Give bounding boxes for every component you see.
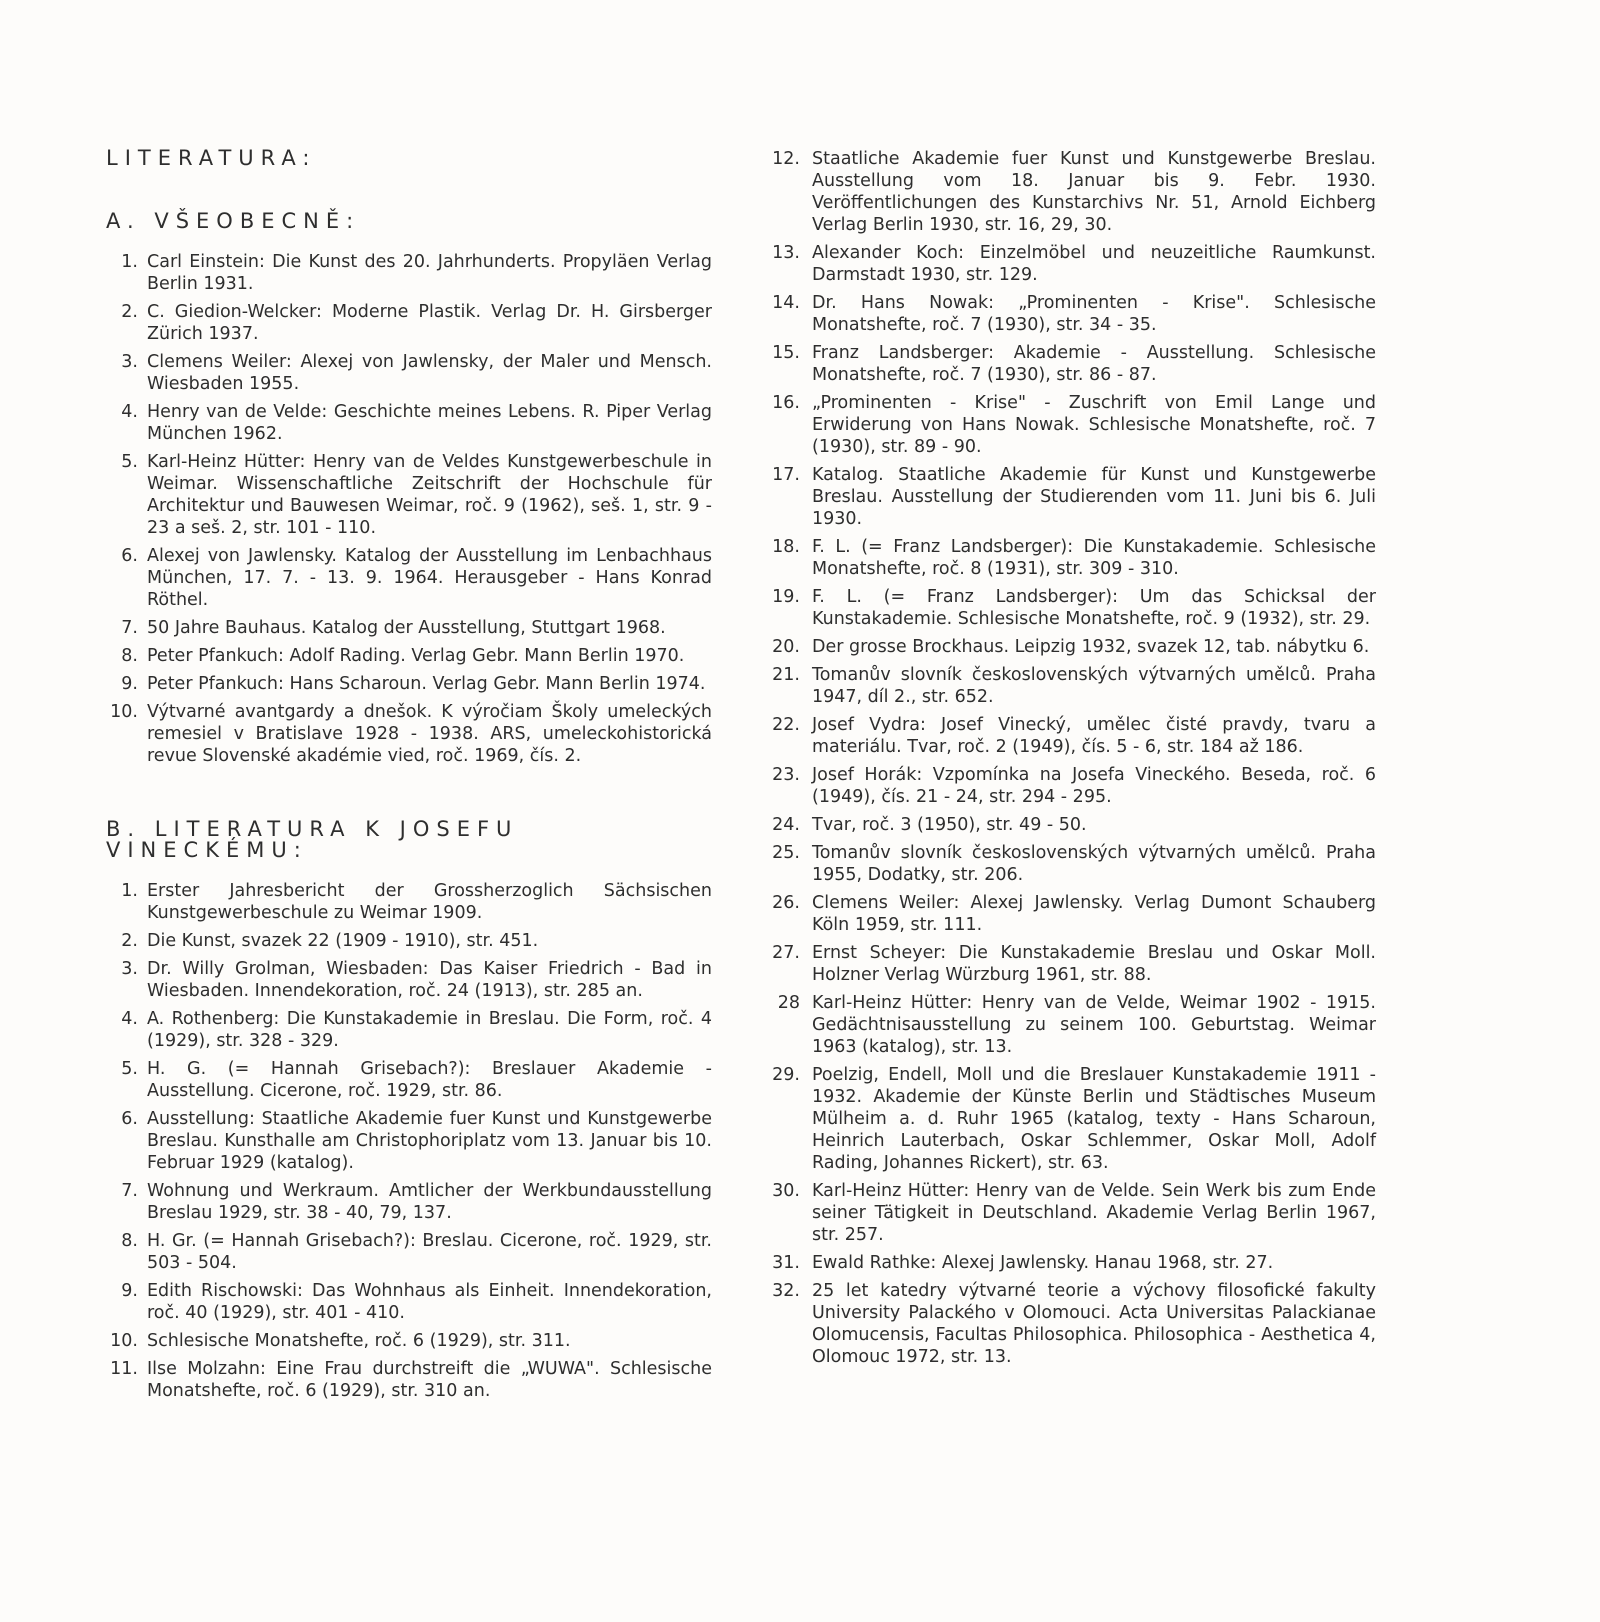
section-b-list-left xyxy=(106,880,712,1402)
reference-item xyxy=(770,392,1376,458)
reference-number: 15. xyxy=(772,343,800,363)
reference-item xyxy=(106,1358,712,1402)
reference-text: Der grosse Brockhaus. Leipzig 1932, svazek 12, tab. nábytku 6. xyxy=(812,637,1370,657)
reference-text: Tomanův slovník československých výtvarných umělců. Praha 1955, Dodatky, str. 206. xyxy=(812,843,1376,885)
reference-item xyxy=(770,148,1376,236)
reference-text: Výtvarné avantgardy a dnešok. K výročiam Školy umeleckých remesiel v Bratislave 1928 - 1938. ARS, umeleckohistorická revue Slovenské akadémie vied, roč. 1969, čís. 2. xyxy=(147,702,712,766)
reference-text: Karl-Heinz Hütter: Henry van de Veldes Kunstgewerbeschule in Weimar. Wissenschaftliche Zeitschrift der Hochschule für Architektur und Bauwesen Weimar, roč. 9 (1962), seš. 1, str. 9 - 23 a seš. 2, str. 101 - 110. xyxy=(147,452,712,538)
reference-number: 18. xyxy=(772,537,800,557)
reference-item xyxy=(770,1064,1376,1174)
right-column xyxy=(770,148,1376,1374)
reference-number: 9. xyxy=(121,1281,138,1301)
reference-number: 2. xyxy=(121,931,138,951)
reference-number: 21. xyxy=(772,665,800,685)
reference-text: Ausstellung: Staatliche Akademie fuer Kunst und Kunstgewerbe Breslau. Kunsthalle am Christophoriplatz vom 13. Januar bis 10. Februar 1929 (katalog). xyxy=(147,1109,712,1173)
reference-item xyxy=(770,764,1376,808)
reference-number: 14. xyxy=(772,293,800,313)
reference-number: 27. xyxy=(772,943,800,963)
reference-number: 9. xyxy=(121,674,138,694)
reference-text: Clemens Weiler: Alexej von Jawlensky, der Maler und Mensch. Wiesbaden 1955. xyxy=(147,352,712,394)
reference-number: 22. xyxy=(772,715,800,735)
reference-number: 2. xyxy=(121,302,138,322)
reference-text: Staatliche Akademie fuer Kunst und Kunstgewerbe Breslau. Ausstellung vom 18. Januar bis 9. Febr. 1930. Veröffentlichungen des Kunstarchivs Nr. 51, Arnold Eichberg Verlag Berlin 1930, str. 16, 29, 30. xyxy=(812,149,1376,235)
reference-text: Ernst Scheyer: Die Kunstakademie Breslau und Oskar Moll. Holzner Verlag Würzburg 1961, str. 88. xyxy=(812,943,1376,985)
reference-number: 5. xyxy=(121,452,138,472)
reference-number: 17. xyxy=(772,465,800,485)
section-b-title: B. LITERATURA K JOSEFU VINECKÉMU: xyxy=(106,817,519,862)
reference-number: 16. xyxy=(772,393,800,413)
reference-number: 26. xyxy=(772,893,800,913)
reference-text: 50 Jahre Bauhaus. Katalog der Ausstellung, Stuttgart 1968. xyxy=(147,618,666,638)
reference-text: H. G. (= Hannah Grisebach?): Breslauer Akademie - Ausstellung. Cicerone, roč. 1929, str. 86. xyxy=(147,1059,712,1101)
reference-text: Katalog. Staatliche Akademie für Kunst und Kunstgewerbe Breslau. Ausstellung der Studierenden vom 11. Juni bis 6. Juli 1930. xyxy=(812,465,1376,529)
reference-number: 4. xyxy=(121,402,138,422)
reference-text: Tomanův slovník československých výtvarných umělců. Praha 1947, díl 2., str. 652. xyxy=(812,665,1376,707)
reference-item xyxy=(770,814,1376,836)
reference-text: Erster Jahresbericht der Grossherzoglich Sächsischen Kunstgewerbeschule zu Weimar 1909. xyxy=(147,881,712,923)
reference-text: Clemens Weiler: Alexej Jawlensky. Verlag Dumont Schauberg Köln 1959, str. 111. xyxy=(812,893,1376,935)
reference-number: 11. xyxy=(110,1359,138,1379)
left-column xyxy=(106,148,712,1408)
reference-text: Josef Horák: Vzpomínka na Josefa Vineckého. Beseda, roč. 6 (1949), čís. 21 - 24, str. 294 - 295. xyxy=(812,765,1376,807)
reference-item xyxy=(106,451,712,539)
reference-text: Alexander Koch: Einzelmöbel und neuzeitliche Raumkunst. Darmstadt 1930, str. 129. xyxy=(812,243,1376,285)
reference-text: Franz Landsberger: Akademie - Ausstellung. Schlesische Monatshefte, roč. 7 (1930), str. 86 - 87. xyxy=(812,343,1376,385)
reference-text: Dr. Willy Grolman, Wiesbaden: Das Kaiser Friedrich - Bad in Wiesbaden. Innendekoration, roč. 24 (1913), str. 285 an. xyxy=(147,959,712,1001)
reference-item xyxy=(770,342,1376,386)
reference-number: 29. xyxy=(772,1065,800,1085)
reference-number: 6. xyxy=(121,546,138,566)
reference-item xyxy=(106,673,712,695)
reference-number: 4. xyxy=(121,1009,138,1029)
reference-text: Edith Rischowski: Das Wohnhaus als Einheit. Innendekoration, roč. 40 (1929), str. 401 - 410. xyxy=(147,1281,712,1323)
reference-text: Tvar, roč. 3 (1950), str. 49 - 50. xyxy=(812,815,1087,835)
reference-text: Henry van de Velde: Geschichte meines Lebens. R. Piper Verlag München 1962. xyxy=(147,402,712,444)
reference-item xyxy=(770,1252,1376,1274)
reference-text: Peter Pfankuch: Adolf Rading. Verlag Gebr. Mann Berlin 1970. xyxy=(147,646,685,666)
reference-text: Wohnung und Werkraum. Amtlicher der Werkbundausstellung Breslau 1929, str. 38 - 40, 79, 137. xyxy=(147,1181,712,1223)
reference-text: 25 let katedry výtvarné teorie a výchovy filosofické fakulty University Palackého v Olomouci. Acta Universitas Palackianae Olomucensis, Facultas Philosophica. Philosophica - Aesthetica 4, Olomouc 1972, str. 13. xyxy=(812,1281,1376,1367)
reference-text: Karl-Heinz Hütter: Henry van de Velde, Weimar 1902 - 1915. Gedächtnisausstellung zu seinem 100. Geburtstag. Weimar 1963 (katalog), str. 13. xyxy=(812,993,1376,1057)
reference-number: 1. xyxy=(121,881,138,901)
reference-item xyxy=(770,714,1376,758)
reference-item xyxy=(106,617,712,639)
reference-item xyxy=(106,1108,712,1174)
reference-item xyxy=(106,1330,712,1352)
reference-number: 28 xyxy=(777,993,800,1013)
reference-text: Schlesische Monatshefte, roč. 6 (1929), str. 311. xyxy=(147,1331,571,1351)
reference-number: 13. xyxy=(772,243,800,263)
reference-item xyxy=(770,464,1376,530)
reference-item xyxy=(770,942,1376,986)
reference-text: Peter Pfankuch: Hans Scharoun. Verlag Gebr. Mann Berlin 1974. xyxy=(147,674,706,694)
reference-text: Ilse Molzahn: Eine Frau durchstreift die „WUWA". Schlesische Monatshefte, roč. 6 (1929), str. 310 an. xyxy=(147,1359,712,1401)
reference-item xyxy=(770,992,1376,1058)
reference-number: 30. xyxy=(772,1181,800,1201)
reference-item xyxy=(106,1280,712,1324)
reference-item xyxy=(106,1058,712,1102)
reference-item xyxy=(106,251,712,295)
reference-number: 23. xyxy=(772,765,800,785)
reference-item xyxy=(770,842,1376,886)
reference-text: Josef Vydra: Josef Vinecký, umělec čisté pravdy, tvaru a materiálu. Tvar, roč. 2 (1949), čís. 5 - 6, str. 184 až 186. xyxy=(812,715,1376,757)
reference-item xyxy=(770,536,1376,580)
reference-item xyxy=(106,1008,712,1052)
reference-number: 8. xyxy=(121,1231,138,1251)
reference-number: 6. xyxy=(121,1109,138,1129)
reference-item xyxy=(770,292,1376,336)
reference-item xyxy=(106,301,712,345)
section-a-title: A. VŠEOBECNĚ: xyxy=(106,209,361,233)
reference-text: Dr. Hans Nowak: „Prominenten - Krise". Schlesische Monatshefte, roč. 7 (1930), str. 34 - 35. xyxy=(812,293,1376,335)
reference-text: Carl Einstein: Die Kunst des 20. Jahrhunderts. Propyläen Verlag Berlin 1931. xyxy=(147,252,712,294)
reference-number: 31. xyxy=(772,1253,800,1273)
reference-number: 24. xyxy=(772,815,800,835)
reference-number: 1. xyxy=(121,252,138,272)
reference-number: 25. xyxy=(772,843,800,863)
reference-text: „Prominenten - Krise" - Zuschrift von Emil Lange und Erwiderung von Hans Nowak. Schlesische Monatshefte, roč. 7 (1930), str. 89 - 90. xyxy=(812,393,1376,457)
reference-item xyxy=(770,1280,1376,1368)
reference-item xyxy=(770,586,1376,630)
reference-item xyxy=(106,401,712,445)
reference-item xyxy=(106,1230,712,1274)
reference-item xyxy=(770,636,1376,658)
reference-number: 3. xyxy=(121,959,138,979)
reference-number: 10. xyxy=(110,702,138,722)
reference-number: 12. xyxy=(772,149,800,169)
reference-text: Ewald Rathke: Alexej Jawlensky. Hanau 1968, str. 27. xyxy=(812,1253,1274,1273)
reference-number: 5. xyxy=(121,1059,138,1079)
reference-number: 3. xyxy=(121,352,138,372)
reference-number: 19. xyxy=(772,587,800,607)
reference-text: Die Kunst, svazek 22 (1909 - 1910), str. 451. xyxy=(147,931,539,951)
reference-number: 10. xyxy=(110,1331,138,1351)
reference-text: Alexej von Jawlensky. Katalog der Ausstellung im Lenbachhaus München, 17. 7. - 13. 9. 1964. Herausgeber - Hans Konrad Röthel. xyxy=(147,546,712,610)
reference-text: F. L. (= Franz Landsberger): Um das Schicksal der Kunstakademie. Schlesische Monatshefte, roč. 9 (1932), str. 29. xyxy=(812,587,1376,629)
section-a-list xyxy=(106,251,712,767)
reference-text: F. L. (= Franz Landsberger): Die Kunstakademie. Schlesische Monatshefte, roč. 8 (1931), str. 309 - 310. xyxy=(812,537,1376,579)
reference-text: Poelzig, Endell, Moll und die Breslauer Kunstakademie 1911 - 1932. Akademie der Künste Berlin und Städtisches Museum Mülheim a. d. Ruhr 1965 (katalog, texty - Hans Scharoun, Heinrich Lauterbach, Oskar Schlemmer, Oskar Moll, Adolf Rading, Johannes Rickert), str. 63. xyxy=(812,1065,1376,1173)
reference-item xyxy=(770,892,1376,936)
reference-number: 20. xyxy=(772,637,800,657)
reference-item xyxy=(106,701,712,767)
reference-text: H. Gr. (= Hannah Grisebach?): Breslau. Cicerone, roč. 1929, str. 503 - 504. xyxy=(147,1231,712,1273)
reference-item xyxy=(106,958,712,1002)
reference-item xyxy=(106,545,712,611)
reference-item xyxy=(770,1180,1376,1246)
reference-text: A. Rothenberg: Die Kunstakademie in Breslau. Die Form, roč. 4 (1929), str. 328 - 329. xyxy=(147,1009,712,1051)
page-heading: LITERATURA: xyxy=(106,146,317,170)
reference-number: 7. xyxy=(121,618,138,638)
reference-item xyxy=(770,242,1376,286)
section-b-list-right xyxy=(770,148,1376,1368)
reference-text: Karl-Heinz Hütter: Henry van de Velde. Sein Werk bis zum Ende seiner Tätigkeit in Deutschland. Akademie Verlag Berlin 1967, str. 257. xyxy=(812,1181,1376,1245)
reference-item xyxy=(106,930,712,952)
reference-item xyxy=(106,351,712,395)
reference-text: C. Giedion-Welcker: Moderne Plastik. Verlag Dr. H. Girsberger Zürich 1937. xyxy=(147,302,712,344)
reference-number: 32. xyxy=(772,1281,800,1301)
reference-item xyxy=(106,645,712,667)
reference-item xyxy=(106,880,712,924)
reference-item xyxy=(770,664,1376,708)
reference-number: 7. xyxy=(121,1181,138,1201)
reference-number: 8. xyxy=(121,646,138,666)
reference-item xyxy=(106,1180,712,1224)
